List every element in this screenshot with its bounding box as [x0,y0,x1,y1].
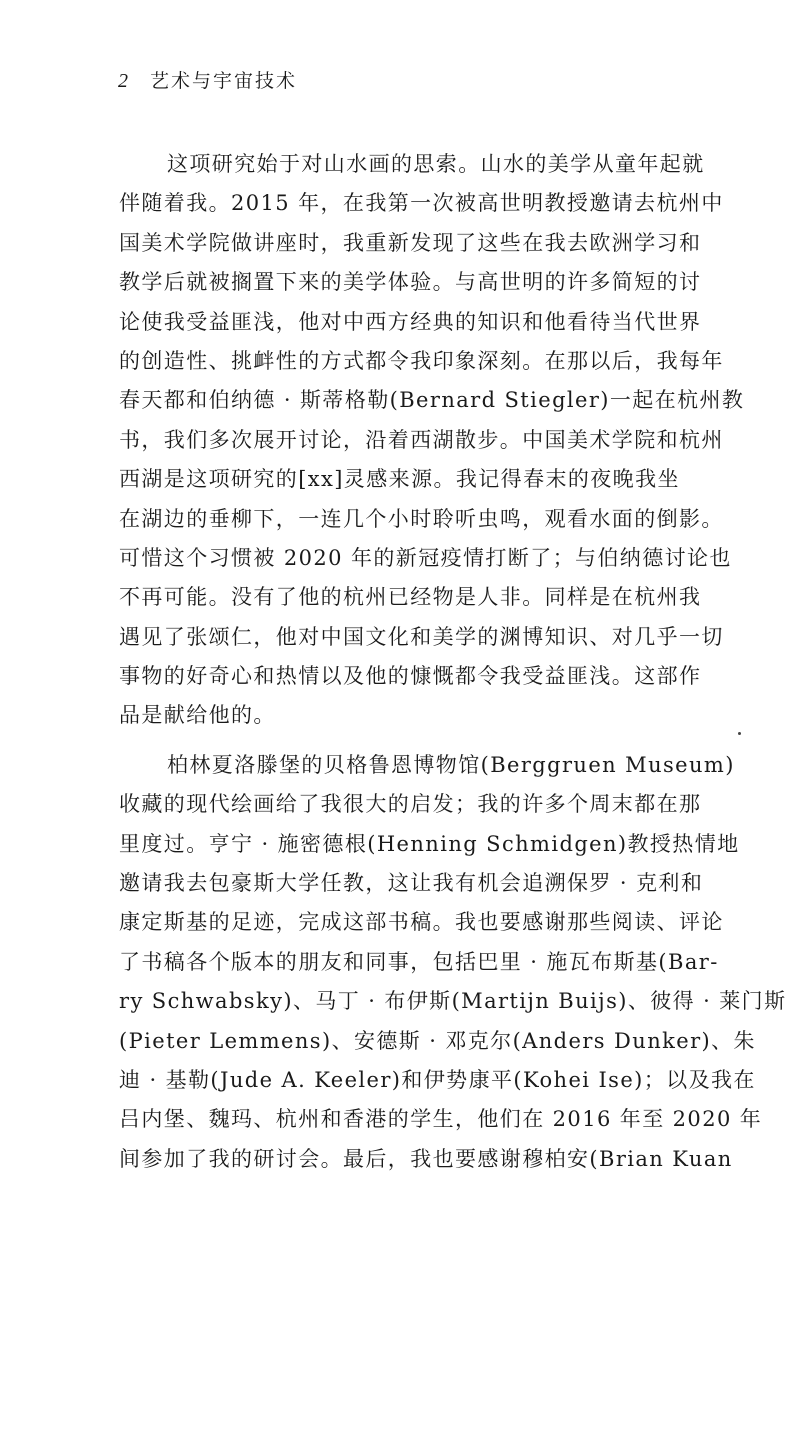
text-line: 这项研究始于对山水画的思索。山水的美学从童年起就 [167,152,705,176]
text-line: 了书稿各个版本的朋友和同事，包括巴里 · 施瓦布斯基(Bar- [119,949,719,974]
paragraph-spacer [119,736,719,746]
text-line: 里度过。亨宁 · 施密德根(Henning Schmidgen)教授热情地 [119,831,740,856]
text-line: 吕内堡、魏玛、杭州和香港的学生，他们在 2016 年至 2020 年 [119,1107,763,1132]
text-line: 书，我们多次展开讨论，沿着西湖散步。中国美术学院和杭州 [119,427,724,452]
scan-speck [738,732,741,735]
text-line: 伴随着我。2015 年，在我第一次被高世明教授邀请去杭州中 [119,191,724,216]
text-line: 教学后就被搁置下来的美学体验。与高世明的许多简短的讨 [119,270,702,295]
text-line: 间参加了我的研讨会。最后，我也要感谢穆柏安(Brian Kuan [119,1146,733,1171]
text-line: 遇见了张颂仁，他对中国文化和美学的渊博知识、对几乎一切 [119,624,724,649]
body-text [119,145,787,1179]
text-line: (Pieter Lemmens)、安德斯 · 邓克尔(Anders Dunker)、朱 [119,1028,756,1053]
paragraph-2 [119,746,787,1179]
text-line: 邀请我去包豪斯大学任教，这让我有机会追溯保罗 · 克利和 [119,871,704,896]
text-line: 论使我受益匪浅，他对中西方经典的知识和他看待当代世界 [119,309,702,334]
paragraph-1 [119,145,745,736]
text-line: 西湖是这项研究的[xx]灵感来源。我记得春末的夜晚我坐 [119,467,680,492]
text-line: 品是献给他的。 [119,703,276,728]
text-line: 国美术学院做讲座时，我重新发现了这些在我去欧洲学习和 [119,230,702,255]
page-number: 2 [118,70,128,92]
text-line: 康定斯基的足迹，完成这部书稿。我也要感谢那些阅读、评论 [119,910,724,935]
running-header [118,66,297,96]
text-line: 的创造性、挑衅性的方式都令我印象深刻。在那以后，我每年 [119,348,724,373]
text-line: 在湖边的垂柳下，一连几个小时聆听虫鸣，观看水面的倒影。 [119,506,724,531]
text-line: 可惜这个习惯被 2020 年的新冠疫情打断了；与伯纳德讨论也 [119,545,732,570]
text-line: ry Schwabsky)、马丁 · 布伊斯(Martijn Buijs)、彼得 · 莱门斯 [119,989,787,1014]
text-line: 事物的好奇心和热情以及他的慷慨都令我受益匪浅。这部作 [119,664,702,689]
text-line: 迪 · 基勒(Jude A. Keeler)和伊势康平(Kohei Ise)；以及我在 [119,1067,756,1092]
text-line: 柏林夏洛滕堡的贝格鲁恩博物馆(Berggruen Museum) [167,752,735,777]
text-line: 不再可能。没有了他的杭州已经物是人非。同样是在杭州我 [119,585,702,610]
text-line: 收藏的现代绘画给了我很大的启发；我的许多个周末都在那 [119,792,702,817]
text-line: 春天都和伯纳德 · 斯蒂格勒(Bernard Stiegler)一起在杭州教 [119,388,745,413]
book-title: 艺术与宇宙技术 [150,70,298,92]
